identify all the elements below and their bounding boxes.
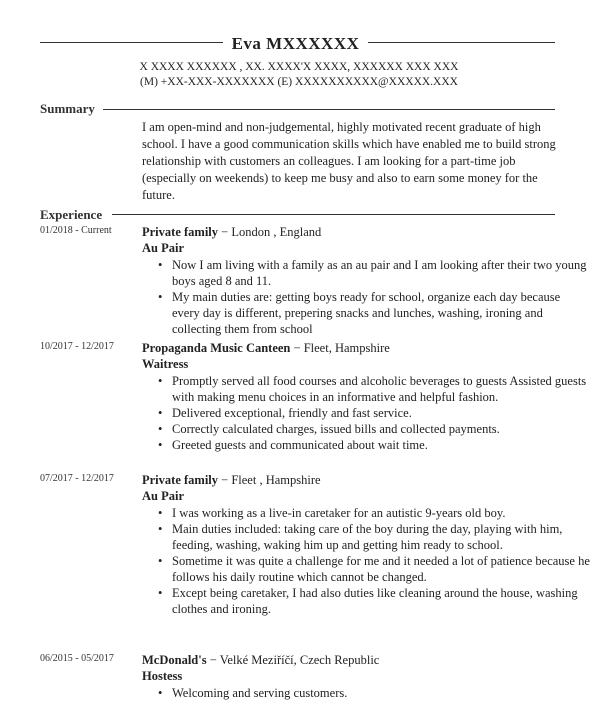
job-title: Waitress (142, 357, 189, 371)
job-separator: − (293, 341, 301, 355)
header-rule-left (40, 42, 223, 43)
job-employer (142, 225, 321, 240)
job-bullets (142, 505, 590, 617)
job-bullet: • Delivered exceptional, friendly and fast service. (172, 405, 590, 421)
job-bullet: • I was working as a live-in caretaker for an autistic 9-years old boy. (172, 505, 590, 521)
summary-rule (103, 109, 555, 110)
job-bullet: • Main duties included: taking care of the boy during the day, playing with him, feeding, washing, waking him up and getting him ready to school. (172, 521, 590, 553)
job-dates: 07/2017 - 12/2017 (40, 473, 114, 484)
job-employer (142, 473, 321, 488)
job-bullets (142, 257, 590, 337)
job-bullet: • Welcoming and serving customers. (172, 685, 590, 701)
summary-text: I am open-mind and non-judgemental, highly motivated recent graduate of high school. I have a good communication skills which have enabled me to build strong relationship with customers an colleagues. I am looking for a part-time job (especially on weekends) to keep me busy and also to earn some money for the future. (142, 120, 556, 202)
job-dates: 06/2015 - 05/2017 (40, 653, 114, 664)
job-title: Au Pair (142, 241, 185, 255)
job-location: Fleet , Hampshire (231, 473, 321, 487)
summary-heading: Summary (40, 101, 95, 116)
header-rule-right (368, 42, 555, 43)
job-company: Private family (142, 473, 219, 487)
job-location: London , England (231, 225, 322, 239)
job-bullets (142, 685, 590, 701)
experience-heading: Experience (40, 207, 103, 222)
job-bullet: • Greeted guests and communicated about wait time. (172, 437, 590, 453)
job-company: Private family (142, 225, 219, 239)
job-bullet: • Correctly calculated charges, issued bills and collected payments. (172, 421, 590, 437)
job-title: Au Pair (142, 489, 185, 503)
job-company: McDonald's (142, 653, 207, 667)
job-dates: 01/2018 - Current (40, 225, 112, 236)
job-bullet: • Except being caretaker, I had also duties like cleaning around the house, washing clothes and ironing. (172, 585, 590, 617)
job-separator: − (209, 653, 217, 667)
name-header (0, 34, 598, 54)
job-company: Propaganda Music Canteen (142, 341, 291, 355)
contact-line: (M) +XX-XXX-XXXXXXX (E) XXXXXXXXXX@XXXXX.XXX (140, 76, 458, 88)
job-title: Hostess (142, 669, 183, 683)
job-bullets (142, 373, 590, 453)
job-bullet: • Now I am living with a family as an au pair and I am looking after their two young boys aged 8 and 11. (172, 257, 590, 289)
address-line: X XXXX XXXXXX , XX. XXXX'X XXXX, XXXXXX XXX XXX (139, 61, 459, 73)
job-bullet: • Promptly served all food courses and alcoholic beverages to guests Assisted guests with making menu choices in an informative and helpful fashion. (172, 373, 590, 405)
job-location: Fleet, Hampshire (303, 341, 390, 355)
job-employer (142, 653, 379, 668)
job-location: Velké Meziříčí, Czech Republic (219, 653, 380, 667)
experience-rule (112, 214, 555, 215)
candidate-name: Eva MXXXXXX (231, 34, 360, 53)
job-separator: − (221, 473, 229, 487)
job-dates: 10/2017 - 12/2017 (40, 341, 114, 352)
job-employer (142, 341, 390, 356)
job-bullet: • Sometime it was quite a challenge for me and it needed a lot of patience because he follows his daily routine which cannot be changed. (172, 553, 590, 585)
job-bullet: • My main duties are: getting boys ready for school, organize each day because every day is different, prepering snacks and lunches, washing, ironing and collecting them from school (172, 289, 590, 337)
job-separator: − (221, 225, 229, 239)
